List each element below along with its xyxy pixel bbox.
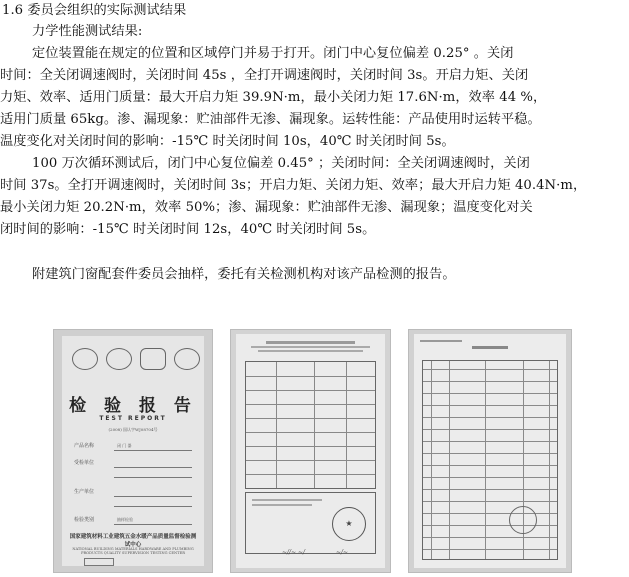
field-underline	[114, 496, 192, 497]
results-header	[420, 340, 560, 342]
summary-header	[236, 341, 385, 352]
cal-logo-icon	[140, 348, 166, 370]
results-table	[422, 360, 558, 560]
section-heading: 1.6 委员会组织的实际测试结果	[2, 3, 187, 18]
report-summary-image	[230, 329, 391, 573]
subheading: 力学性能测试结果:	[32, 24, 143, 39]
report-cover-paper	[62, 336, 204, 566]
paragraph2-line: 闭时间的影响：-15℃ 时关闭时间 12s，40℃ 时关闭时间 5s。	[0, 222, 376, 237]
official-seal-icon: ★	[332, 507, 366, 541]
cma-logo-icon	[72, 348, 98, 370]
paragraph1-line: 温度变化对关闭时间的影响：-15℃ 时关闭时间 10s，40℃ 时关闭时间 5s。	[0, 134, 455, 149]
field-value: 闭 门 器	[117, 443, 132, 448]
report-cover-image	[53, 329, 213, 573]
signature-icon: ~//~ ~/	[282, 549, 306, 556]
conclusion-box	[245, 492, 376, 554]
stamp-box	[84, 558, 114, 566]
paragraph1-line: 力矩、效率、适用门质量：最大开启力矩 39.9N·m，最小关闭力矩 17.6N·m，效率 44 %，	[0, 90, 547, 105]
paragraph2-line: 时间 37s。全打开调速阀时，关闭时间 3s；开启力矩、关闭力矩、效率；最大开启力矩 40.4N·m，	[0, 178, 587, 193]
report-note: 附建筑门窗配套件委员会抽样，委托有关检测机构对该产品检测的报告。	[32, 267, 456, 282]
report-title: 检 验 报 告	[69, 396, 197, 416]
certification-logos	[72, 348, 194, 374]
testing-center-name-en: NATIONAL BUILDING MATERIALS HARDWARE AND PLUMBING PRODUCTS QUALITY SUPERVISION TESTING CENTER	[72, 547, 194, 555]
field-underline	[114, 524, 192, 525]
report-summary-paper	[236, 334, 385, 568]
report-number: (2008) 国认字WJ08704号	[108, 427, 158, 432]
signature-icon: ~/~	[336, 549, 349, 556]
field-value: 抽样检验	[117, 517, 133, 522]
paragraph2-line: 最小关闭力矩 20.2N·m，效率 50%；渗、漏现象：贮油部件无渗、漏现象；温度变化对关	[0, 200, 533, 215]
test-results-paper	[414, 334, 566, 568]
report-title-en: TEST REPORT	[99, 415, 167, 422]
cnas-logo-icon	[106, 348, 132, 370]
field-label: 检验类别	[74, 517, 95, 523]
report-scans	[0, 322, 629, 574]
paragraph1-line: 定位装置能在规定的位置和区域停门并易于打开。闭门中心复位偏差 0.25° 。关闭	[32, 46, 514, 61]
ma-logo-icon	[174, 348, 200, 370]
field-label: 产品名称	[74, 443, 95, 449]
field-underline	[114, 467, 192, 468]
paragraph1-line: 时间：全关闭调速阀时，关闭时间 45s ，全打开调速阀时，关闭时间 3s。开启力矩、关闭	[0, 68, 529, 83]
paragraph1-line: 适用门质量 65kg。渗、漏现象：贮油部件无渗、漏现象。运转性能：产品使用时运转平稳。	[0, 112, 541, 127]
results-title	[414, 346, 566, 349]
paragraph2-line: 100 万次循环测试后，闭门中心复位偏差 0.45° ；关闭时间：全关闭调速阀时，关闭	[32, 156, 530, 171]
testing-center-name: 国家建筑材料工业建筑五金水暖产品质量监督检验测试中心	[69, 534, 197, 548]
official-seal-icon	[509, 506, 537, 534]
test-results-image	[408, 329, 572, 573]
field-underline	[114, 450, 192, 451]
field-underline	[114, 506, 192, 507]
field-label: 受检单位	[74, 460, 95, 466]
field-underline	[114, 477, 192, 478]
summary-table	[245, 361, 376, 489]
field-label: 生产单位	[74, 489, 95, 495]
